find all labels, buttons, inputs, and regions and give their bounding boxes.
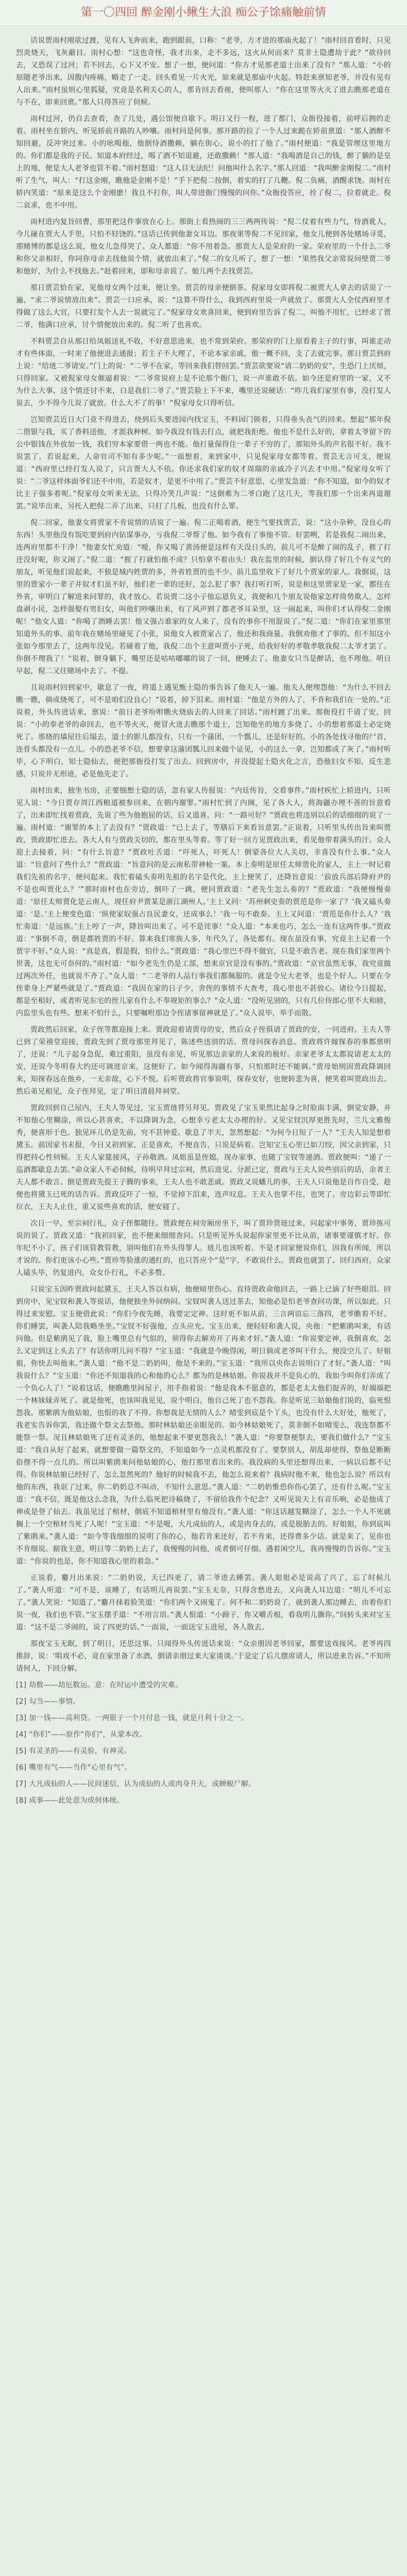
footnote-1: [1] 劫数——劫厄数运。意：在时运中遭受的灾难。 [16, 1681, 183, 1689]
chapter-header [0, 0, 407, 26]
paragraph-10: 贾政然后回家，众子侄等都迎接上来。贾政迎着请贾母的安，然后众子侄俱请了贾政的安，一同进府。王夫人等已到了荣禧堂迎接，贾政先到了贾母那里拜见了，陈述些违别的话。贾母问探春消息。贾政将许嫁探春的事都禀明了，还说：“儿子起身急促，难过重阳，虽没有亲见，听见那边亲家的人来说的极好。亲家老爷太太都说请老太太的安，还说今冬明春大约还可调进京来，这便好了。如今闻得海疆有事，只怕那时还不能调。”贾母始则因贾政降调回来，知探春远在他乡，一无亲故，心下不悦。后听贾政将官事说明，探春安好，也便转悲为喜，便笑着叫贾政出去。然后弟兄相见，众子侄拜见，定了明日清晨拜祠堂。 [16, 1026, 391, 1096]
footnote-5: [5] 有灵圣的——有灵验，有神灵。 [16, 1747, 131, 1755]
paragraph-4: 那日贾芸恰在家，见他母女两个过来，便让坐。贾芸的母亲便倒茶。倪家母女即将倪二被贾大人拿去的话说了一遍，“求二爷说情放出来”。贾芸一口应承，说：“这算不得什么，我到西府里说一声就放了。那贾大人全仗西府里才得做了这么大官，只要打发个人去一说就完了。”倪家母女欢喜回来，便到府里告诉了倪二，叫他不用忙，已经求了贾二爷，他满口应承，讨个情便放出来的。倪二听了也喜欢。 [16, 284, 391, 329]
paragraph-1: 话说贾雨村刚欲过渡，见有人飞奔而来，跑到跟前，口称：“老爷，方才进的那庙火起了！”雨村回首看时，只见烈炎烧天，飞灰蔽目。雨村心想：“这也奇怪，我才出来，走不多远，这火从何而来？莫非士隐遭劫于此？”欲待回去，又恐误了过河；若不回去，心下又不安。想了一想，便问道：“你方才见那老道士出来了没有？”那人道：“小的原随老爷出来，因腹内疼痛，略走了一走。回头看见一片火光，原来就是那庙中火起。特赶来禀知老爷，并没有见有人出来。”雨村虽则心里狐疑，究竟是名利关心的人，那肯回去看视，便叫那人：“你在这里等火灭了进去瞧那老道在与不在，即来回禀。”那人只得答应了伺候。 [16, 37, 391, 107]
chapter-content [16, 35, 391, 2576]
paragraph-2: 雨村过河，仍自去查看，查了几处，遇公馆便自歇下。明日又行一程，进了都门，众衙役接着，前呼后拥的走着。雨村坐在轿内，听见轿前开路的人吵嚷。雨村问是何事。那开路的拉了一个人过来跪在轿前禀道：“那人酒醉不知回避，反冲突过来。小的吆喝他，他倒恃酒撒赖，躺在街心，说小的打了他了。”雨村便道：“我是管理这里地方的。你们都是我的子民。知道本府经过，喝了酒不知退避，还敢撒赖！”那人道：“我喝酒是自己的钱，醉了躺的是皇上的地，便是大人老爷也管不着。”雨村怒道：“这人目无法纪！问他叫什么名字。”那人回道：“我叫醉金刚倪二。”雨村听了生气，叫人：“打这金刚，瞧他是金刚不是！”手下把倪二按倒，着实的打了几鞭。倪二负痛，酒醒求饶。雨村在轿内笑道：“原来是这么个金刚麽！我且不打你，叫人带进衙门慢慢的问你。”众衙役答应，拴了倪二，拉着就走。倪二哀求，也不中用。 [16, 115, 391, 210]
footnote-6: [6] 嘴里有气——当作“心里有气”。 [16, 1764, 132, 1772]
paragraph-9: 雨村出来，独坐书房，正要细想士隐的话，忽有家人传报说：“内廷传旨，交看事件。”雨村疾忙上轿进内，只听见人说：“今日贾存周江西粮道被参回来，在朝内谢罪。”雨村忙到了内阁，见了各大人，将海疆办理不善的旨意看了，出来即忙找着贾政，先说了些为他抱屈的话，后又道喜，问：“一路可好？”贾政也将违别以后的话细细的说了一遍。雨村道：“谢罪的本上了去没有？”贾政道：“已上去了，等膳后下来看旨意罢。”正说着，只听里头传出旨来叫贾政，贾政即忙进去。各大人有与贾政关切的，都在里头等着。等了好一回方见贾政出来，看见他带着满头的汗。众人迎上去接着，问：“有什么旨意？”贾政吐舌道：“吓死人，吓死人！倒蒙各位大人关切，幸喜没有什么事。”众人道：“旨意问了些什么？”贾政道：“旨意问的是云南私带神枪一案。本上奏明是原任太师贾化的家人，主上一时记着我们先祖的名字，便问起来。我忙着磕头奏明先祖的名字是代化，主上便笑了，还降旨意说：‘前放兵部后降府尹的不是也叫贾化么？’”那时雨村也在旁边，倒吓了一跳，便问贾政道：“老先生怎么奏的？”贾政道：“我便慢慢奏道：‘原任太师贾化是云南人，现任府尹贾某是浙江湖州人。’主上又问：‘苏州刺史奏的贾范是你一家了？’我又磕头奏道：‘是。’主上便变色道：‘纵使家奴强占良民妻女，还成事么！’我一句不敢奏。主上又问道：‘贾范是你什么人？’我忙奏道：‘是远族。’主上哼了一声，降旨叫出来了。可不是诧事！”众人道：“本来也巧，怎么一连有这两件事。”贾政道：“事倒不奇，倒是都姓贾的不好。算来我们寒族人多，年代久了，各处都有。现在虽没有事，究竟主上记着一个贾字不好。”众人说：“真是真，假是假，怕什么。”贾政道：“我心里巴不得不做官，只是不敢告老。现在我们家里两个世袭，这也无可奈何的。”雨村道：“如今老先生仍是工部，想来京官是没有事的。”贾政道：“京官虽然无事，我究竟做过两次外任，也就说不齐了。”众人道：“二老爷的人品行事我们都佩服的。就是令兄大老爷，也是个好人。只要在令侄辈身上严紧些就是了。”贾政道：“我因在家的日子少，舍侄的事情不大查考，我心里也不甚放心。诸位今日提起，都是至相好，或者听见东宅的侄儿家有什么不奉规矩的事么？”众人道：“没听见别的，只有几位侍郎心里不大和睦，内监里头也有些。想来不怕什么，只要嘱咐那边令侄诸事留神就是了。”众人说毕，举手而散。 [16, 787, 391, 1018]
footnote-4: [4] “你们”——原作“你们”，从蒙本改。 [16, 1731, 147, 1739]
paragraph-11: 贾政回到自己屋内，王夫人等见过，宝玉贾琏替另拜见。贾政见了宝玉果然比起身之时脸面丰满，倒觉安静，并不知他心里糊涂，所以心甚喜欢，不以降调为念，心想幸亏老太太办理的好。又见宝钗沉厚更胜先时，兰儿文雅俊秀，便喜形于色。独见环儿仍是先前，究不甚钟爱。歇息了半天，忽然想起：“为何今日短了一人？”王夫人知是想着黛玉。前因家书未报，今日又初到家，正是喜欢，不便直告，只说是病着。岂知宝玉心里已如刀绞，因父亲到家，只得把持心性伺候。王夫人家筵接风，子孙敬酒。凤姐虽是侄媳，现办家事，也随了宝钗等递酒。贾政便叫：“递了一巡酒都歇息去罢。”命众家人不必伺候，待明早拜过宗祠，然后进见。分派已定，贾政与王夫人说些别后的话，余者王夫人都不敢言。倒是贾政先提王子腾的事来，王夫人也不敢悲戚。贾政又说蟠儿的事，王夫人只说他是自作自受，趁便也将黛玉已死的话告诉。贾政反吓了一惊，不觉掉下泪来，连声叹息。王夫人也掌不住，也哭了。旁边彩云等即忙拉衣，王夫人止住，重又说些喜欢的话，便安寝了。 [16, 1104, 391, 1211]
chapter-title: 第一〇四回 醉金刚小鳅生大浪 痴公子馀痛触前情 [81, 6, 326, 19]
paragraph-14: 正说着，麝月出来说：“二奶奶说，天已四更了，请二爷进去睡罢。袭人姐姐必是说高了兴了，忘了时候儿了。”袭人听道：“可不是，该睡了，有话明儿再说罢。”宝玉无奈，只得含愁进去，又向袭人耳边道：“明儿不可忘了。”袭人笑说：“知道了。”麝月抹着脸笑道：“你们两个又闹鬼了。何不和二奶奶说了，就到袭人那边睡去，由着你们说一夜，我们也不管。”宝玉摆手道：“不用言语。”袭人恨道：“小蹄子，你又嚼舌根，看我明儿撕你。”回转头来对宝玉道：“这不是二爷闹的，说了四更的话。”一面说，一面送宝玉进屋，各人散去。 [16, 1574, 391, 1632]
paragraph-3: 雨村进内复旨回曹，那里把这件事放在心上。那街上看热闹的三三两两传说：“倪二仗着有些力气，恃酒讹人，今儿碰在贾大人手里，只怕不轻饶的。”这话已传到他妻女耳边。那夜果等倪二不见回家，他女儿便到各处赌场寻觅，那赌博的都是这么说，他女儿急得哭了。众人都道：“你不用着急。那贾大人是荣府的一家。荣府里的一个什么二爷和你父亲相好，你同你母亲去找他说个情，就放出来了。”倪二的女儿听了，想了一想：“果然我父亲常说间壁贾二爷和他好，为什么不找他去。”赶着回来，即和母亲说了。娘儿两个去找贾芸。 [16, 218, 391, 276]
paragraph-13: 只说宝玉因昨贾政问起黛玉，王夫人答以有病，他便暗里伤心。直待贾政命他回去，一路上已滴了好些眼泪。回到房中，见宝钗和袭人等说话，他便独坐外间纳闷。宝钗叫袭人送过茶去，知他必是怕老爷查问功课，所以如此，只得过来安慰。宝玉便借此说：“你们今夜先睡，我要定定神。这时更不如从前，三言两语忘三落四，老爷瞧着不好。你们睡罢，叫袭人陪我略坐坐。”宝钗不好强他，点头应允。宝玉出来，便轻轻和袭人说，央他：“把紫鹃叫来，有话问他。但是紫鹃见了我，脸上嘴里总有气似的，须得你去解劝开了再来才好。”袭人道：“你说要定神，我倒喜欢，怎么又定到这上头去了？有话你明儿问不得？”宝玉道：“我就是今晚得闲，明日倘或老爷叫干什么，便没空儿了。好姐姐，你快去叫他来。”袭人道：“他不是二奶奶叫，他是不来的。”宝玉道：“我所以央你去说明白了才好。”袭人道：“叫我说什么？”宝玉道：“你还不知道我的心和他的心么？都为的是林姑娘。你说我并不是负心的，我如今叫你们弄成了一个负心人了！”说着这话，便瞧瞧里间屋子，用手指着说：“他是我本不愿意的，都是老太太他们捉弄的，好端端把一个林妹妹弄死了。就是他死，也该叫我见见，说个明白，他自己死了也不怨我。你是听见三姑娘他们说的，临死恨怨我。那紫鹃为他姑娘，也恨的我了不得。你想我是无情的人么？晴雯到底是个丫头，也没有什么大好处，他死了，我老实告诉你罢，我还做个祭文去祭他。那时林姑娘还亲眼见的。如今林姑娘死了，莫非倒不如晴雯么，我连祭都不能祭一祭。况且林姑娘死了还有灵圣的，他想起来不要更怨我么！”袭人道：“你要祭便祭去，要我们做什么？”宝玉道：“我自从好了起来，就想要做一篇祭文的，不知道如今一点灵机都没有了。要祭别人，胡乱却使得，祭他是断断俗俚不得一点儿的。所以叫紫鹃来问他姑娘的心，他打那里看出来的。我没病的头里还想得出来，一病以后都不记得。你说林姑娘已经好了，怎么忽然死的？他好的时候我不去，他怎么说来着？我病时他不来，他也怎么说？所以有他的东西，我诓了过来，你二奶奶总不叫动，不知什么意思。”袭人道：“二奶奶惟恐你伤心罢了，还有什么呢。”宝玉道：“我不信，既是他这么念我，为什么临死把诗稿烧了，不留给我作个纪念？又听见说天上有音乐响，必是他成了神或是登了仙去。我虽见过了棺材，倒底不知道棺材里有他没有。”袭人道：“你这话越发糊涂了，怎么一个人不死就搁上一个空棺材当死了人呢！”宝玉道：“不是嗄，大凡成仙的人，或是肉身去的，或是脱胎去的。好姐姐，你到底叫了紫鹃来。”袭人道：“如今等我细细的说明了你的心，他若肯来还好，若不肯来，还得费多少话。就是来了，见你也不肯细说。据我主意，明日等二奶奶上去了，我慢慢的问他，或者倒可仔细。遇着闲空儿，我再慢慢的告诉你。”宝玉道：“你说的也是，你不知道我心里的着急。” [16, 1285, 391, 1566]
paragraph-8: 且说雨村回到家中，歇息了一夜，将道上遇见甄士隐的事告诉了他夫人一遍。他夫人便埋怨他：“为什么不回去瞧一瞧，倘或烧死了，可不是咱们没良心！”说着，掉下泪来。雨村道：“他是方外的人了，不肯和我们在一处的。”正说着，外头传进话来，禀说：“前日老爷吩咐瞧火烧庙去的人回来了回话。”雨村踱了出来。那衙役打千请了安，回说：“小的奉老爷的命回去，也不等火灭，便冒火进去瞧那个道士，岂知他坐的地方多烧了。小的想着那道士必定烧死了。那烧的墙屋往后塌去，道士的影儿都没有，只有一个蒲团，一个瓢儿，还是好好的。小的各处找寻他的尸首，连骨头都没有一点儿。小的恐老爷不信，想要拿这蒲团瓢儿回来做个证见，小的这么一拿，岂知都成了灰了。”雨村听毕，心下明白，知士隐仙去，便把那衙役打发了出去。回到房中，并没提起士隐火化之言，恐他妇女不知，反生悲感，只说并无形迹，必是他先走了。 [16, 684, 391, 778]
paragraph-6: 岂知贾芸近日大门竟不得进去，绕到后头要进园内找宝玉，不料园门锁着，只得垂头丧气的回来。想起“那年倪二借银与我，买了香料送他，才派我种树。如今我没有钱去打点，就把我拒绝。他也不是什么好的，拿着太爷留下的公中银钱在外放加一钱，我们穷本家要借一两也不能。他打量保得住一辈子不穷的了，那知外头的声名很不好。我不说罢了，若说起来，人命官司不知有多少呢。”一面想着，来到家中，只见倪家母女都等着。贾芸无言可支，便说道：“西府里已经打发人说了，只言贾大人不依。你还求我们家的奴才周瑞的亲戚冷子兴去才中用。”倪家母女听了说：“二爷这样体面爷们还不中用，若是奴才，是更不中用了。”贾芸不好意思，心里发急道：“你不知道，如今的奴才比主子强多着呢。”倪家母女听来无法，只得冷笑几声说：“这倒难为二爷白跑了这几天，等我们那一个出来再道谢罢。”说毕出来，另托人把倪二弄了出来，只打了几板，也没有什么罪。 [16, 416, 391, 511]
footnote-3: [3] 加一钱——高利贷。一两银子一个月付息一钱，就是月利十分之一。 [16, 1714, 249, 1722]
paragraph-5: 不料贾芸自从那日给凤姐送礼不收，不好意思进来，也不常到荣府。那荣府的门上原看着主子的行事，叫谁走动才有些体面，一时来了他便进去通报；若主子不大理了，不论本家亲戚，他一概不回，支了去就完事。那日贾芸到府上说：“给琏二爷请安。”门上的说：“二爷不在家，等回来我们替回罢。”贾芸欲要说“请二奶奶的安”，生恐门上厌烦，只得回家。又被倪家母女催逼着说：“二爷常说府上是不论那个衙门，说一声谁敢不依。如今还是府里的一家，又不为什么大事，这个情还讨不来，白是我们二爷了。”贾芸脸上下不来，嘴里还说硬话：“昨儿我们家里有事，没打发人说去，少不得今儿说了就放。什么大不了的事！”倪家母女只得听信。 [16, 337, 391, 408]
footnote-8: [8] 成事——此处意为成何体统。 [16, 1797, 124, 1805]
footnote-2: [2] 勾当——事情。 [16, 1698, 80, 1706]
footnote-7: [7] 大凡成仙的人——民间迷信，认为成仙的人或肉身升天，或蝉蜕尸解。 [16, 1780, 256, 1788]
paragraph-12: 次日一早，至宗祠行礼，众子侄都随往。贾政便在祠旁厢房坐下，叫了贾珍贾琏过来，问起家中事务，贾珍拣可说的说了。贾政又道：“我初回家，也不便来细细查问。只是听见外头说起你家里更不比从前，诸事要谨慎才好。你年纪不小了，孩子们该管教管教，别叫他们在外头得罪人。琏儿也该听着。不是才回家便说你们，因我有所闻，所以才说的。你们更该小心些。”贾珍等脸涨的通红的，也只答应个“是”字，不敢说什么。贾政也就罢了。回归西府，众家人磕头毕，仍复进内，众女仆行礼，不必多赘。 [16, 1219, 391, 1277]
paragraph-15: 那夜宝玉无眠，到了明日，还思这事。只闻得外头传进话来说：“众亲朋因老爷回家，都要送戏接风。老爷再四推辞，说：‘唱戏不必，竟在家里备了水酒，倒请亲朋过来大家谈谈。’于是定了后儿摆席请人，所以进来告诉。”不知所请何人，下回分解。 [16, 1640, 391, 1673]
paragraph-7: 倪二回家，他妻女将贾家不肯说情的话说了一遍。倪二正喝着酒，便生气要找贾芸，说：“这小杂种，没良心的东西！头里他没有饭吃要到府内钻谋事办，亏我倪二爷帮了他。如今我有了事他不管。好罢咧，若是我倪二闹出来，连两府里都不干净！”他妻女忙劝道：“嗳，你又喝了黄汤便是这样有天没日头的，前儿可不是醉了闹的乱子，捱了打还没好呢，你又闹了。”倪二道：“捱了打就怕他不成？只怕拿不着由头！我在监里的时候，倒认得了好几个有义气的朋友，听见他们说起来，不独是城内姓贾的多，外省姓贾的也不少。前儿监里收下了好几个贾家的家人。我倒说，这里的贾家小一辈子并奴才们虽不好，他们老一辈的还好，怎么犯了事？我打听打听，说是和这里贾家是一家，都住在外省，审明白了解进来问罪的，我才放心。若说贾二这小子他忘恩负义，我便和几个朋友说他家怎样倚势欺人，怎样盘剥小民，怎样强娶有男妇女，叫他们吵嚷出来，有了风声到了都老爷耳朵里，这一闹起来，叫你们才认得倪二金刚呢！”他女人道：“你喝了酒睡去罢！他又强占谁家的女人来了，没有的事你不用混说了。”倪二道：“你们在家里那里知道外头的事。前年我在赌场里碰见了小张，说他女人被贾家占了，他还和我商量。我倒劝他才了事的。但不知这小张如今那里去了，这两年没见。若碰着了他，我倪二出个主意叫贾小子死，给我好好的孝敬孝敬我倪二太爷才罢了。你倒不理我了！”说着，倒身躺下，嘴里还是咕咕嘟嘟的说了一回，便睡去了。他妻女只当是醉话，也不理他。明日早起，倪二又往赌场中去了。不提。 [16, 519, 391, 675]
